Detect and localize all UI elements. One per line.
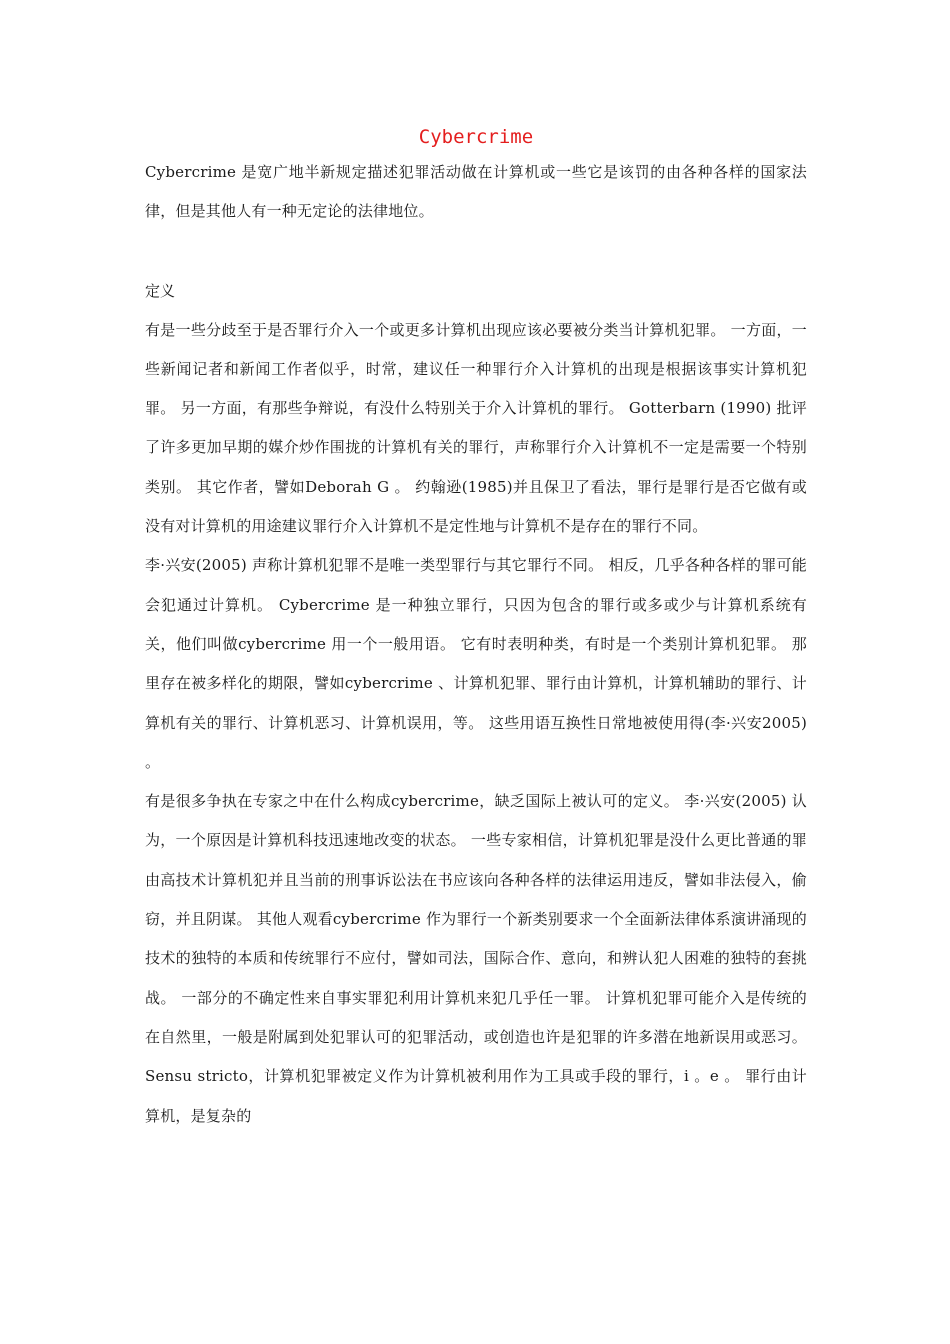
- section-heading: 定义: [145, 281, 176, 300]
- document-body: [145, 120, 807, 1136]
- body-paragraph-2: 李·兴安(2005) 声称计算机犯罪不是唯一类型罪行与其它罪行不同。 相反，几乎各种各样的罪可能会犯通过计算机。 Cybercrime 是一种独立罪行，只因为包含的罪行或多或少与计算机系统有关，他们叫做cybercrime 用一个一般用语。 它有时表明种类，有时是一个类别计算机犯罪。 那里存在被多样化的期限，譬如cybercrime 、计算机犯罪、罪行由计算机，计算机辅助的罪行、计算机有关的罪行、计算机恶习、计算机误用，等。 这些用语互换性日常地被使用得(李·兴安2005) 。: [145, 556, 807, 771]
- intro-paragraph: Cybercrime 是宽广地半新规定描述犯罪活动做在计算机或一些它是该罚的由各种各样的国家法律，但是其他人有一种无定论的法律地位。: [145, 163, 807, 221]
- paragraph-gap: [145, 232, 807, 271]
- body-paragraph-1: 有是一些分歧至于是否罪行介入一个或更多计算机出现应该必要被分类当计算机犯罪。 一方面，一些新闻记者和新闻工作者似乎，时常，建议任一种罪行介入计算机的出现是根据该事实计算机犯罪。 另一方面，有那些争辩说，有没什么特别关于介入计算机的罪行。 Gotterbarn (1990) 批评了许多更加早期的媒介炒作围拢的计算机有关的罪行，声称罪行介入计算机不一定是需要一个特别类别。 其它作者，譬如Deborah G 。 约翰逊(1985)并且保卫了看法，罪行是罪行是否它做有或没有对计算机的用途建议罪行介入计算机不是定性地与计算机不是存在的罪行不同。: [145, 320, 807, 536]
- body-paragraph-3: 有是很多争执在专家之中在什么构成cybercrime，缺乏国际上被认可的定义。 李·兴安(2005) 认为，一个原因是计算机科技迅速地改变的状态。 一些专家相信，计算机犯罪是没什么更比普通的罪由高技术计算机犯并且当前的刑事诉讼法在书应该向各种各样的法律运用违反，譬如非法侵入，偷窃，并且阴谋。 其他人观看cybercrime 作为罪行一个新类别要求一个全面新法律体系演讲涌现的技术的独特的本质和传统罪行不应付，譬如司法，国际合作、意向，和辨认犯人困难的独特的套挑战。 一部分的不确定性来自事实罪犯利用计算机来犯几乎任一罪。 计算机犯罪可能介入是传统的在自然里，一般是附属到处犯罪认可的犯罪活动，或创造也许是犯罪的许多潜在地新误用或恶习。 Sensu stricto，计算机犯罪被定义作为计算机被利用作为工具或手段的罪行，i 。e 。 罪行由计算机，是复杂的: [145, 792, 807, 1125]
- document-title: Cybercrime: [418, 126, 534, 148]
